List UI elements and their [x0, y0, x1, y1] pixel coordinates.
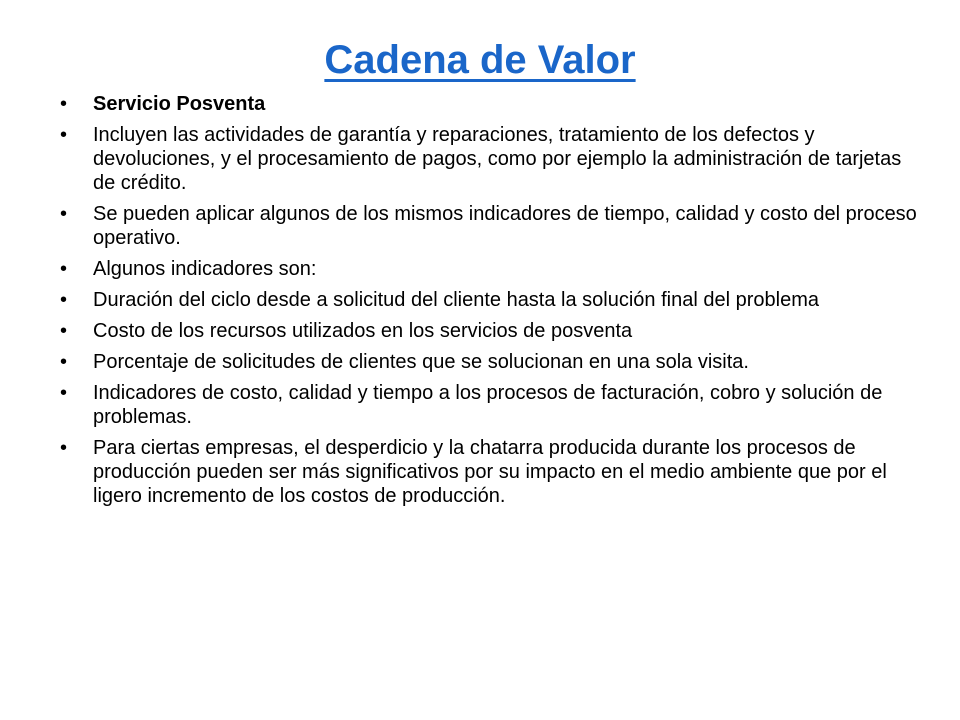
bullet-text: Indicadores de costo, calidad y tiempo a los procesos de facturación, cobro y solución de problemas. — [93, 382, 883, 428]
bullet-text: Duración del ciclo desde a solicitud del cliente hasta la solución final del problema — [93, 289, 819, 311]
bullet-icon: • — [60, 289, 68, 311]
bullet-item — [60, 202, 920, 250]
bullet-item — [60, 319, 920, 343]
bullet-icon: • — [60, 382, 68, 404]
bullet-text-heading: Servicio Posventa — [93, 93, 266, 115]
bullet-item — [60, 436, 920, 508]
bullet-text: Se pueden aplicar algunos de los mismos indicadores de tiempo, calidad y costo del proceso operativo. — [93, 203, 917, 249]
bullet-icon: • — [60, 437, 68, 459]
bullet-text: Costo de los recursos utilizados en los servicios de posventa — [93, 320, 633, 342]
bullet-text: Porcentaje de solicitudes de clientes que se solucionan en una sola visita. — [93, 351, 749, 373]
bullet-icon: • — [60, 124, 68, 146]
slide-title — [0, 34, 960, 86]
bullet-icon: • — [60, 203, 68, 225]
bullet-icon: • — [60, 320, 68, 342]
bullet-item — [60, 92, 920, 116]
bullet-item — [60, 123, 920, 195]
bullet-list — [60, 92, 920, 515]
bullet-item — [60, 381, 920, 429]
bullet-icon: • — [60, 351, 68, 373]
bullet-item — [60, 257, 920, 281]
bullet-icon: • — [60, 258, 68, 280]
bullet-item — [60, 288, 920, 312]
bullet-text: Algunos indicadores son: — [93, 258, 317, 280]
bullet-item — [60, 350, 920, 374]
title-link[interactable]: Cadena de Valor — [324, 38, 636, 82]
bullet-text: Incluyen las actividades de garantía y reparaciones, tratamiento de los defectos y devoluciones, y el procesamiento de pagos, como por ejemplo la administración de tarjetas de crédito. — [93, 124, 902, 194]
bullet-icon: • — [60, 93, 68, 115]
bullet-text: Para ciertas empresas, el desperdicio y la chatarra producida durante los procesos de producción pueden ser más significativos por su impacto en el medio ambiente que por el ligero incremento de los costos de producción. — [93, 437, 887, 507]
